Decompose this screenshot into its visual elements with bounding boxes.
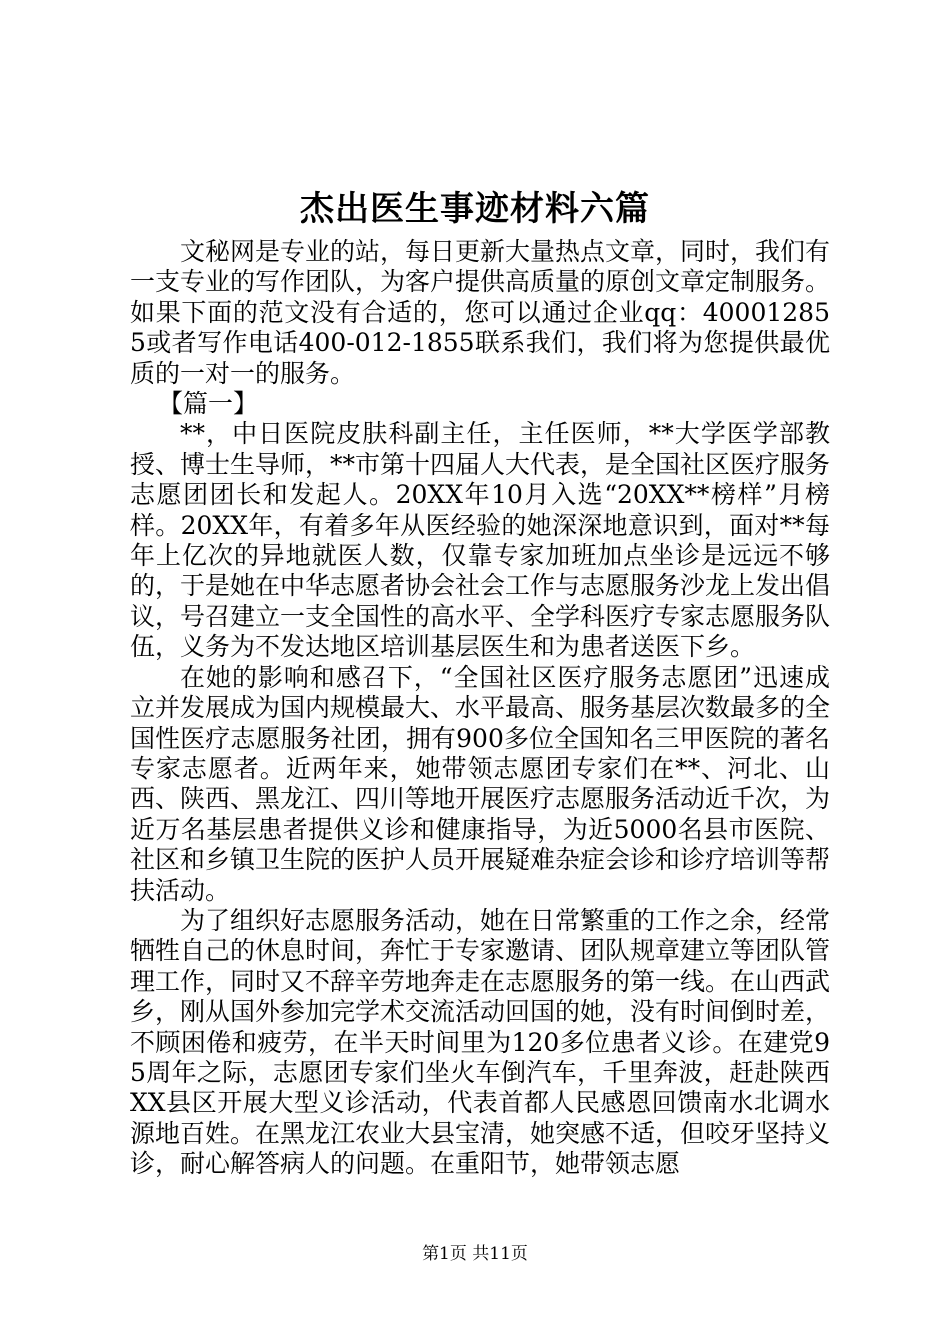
section-heading: 【篇一】 [158, 389, 259, 419]
body-paragraph-3: 为了组织好志愿服务活动，她在日常繁重的工作之余，经常牺牲自己的休息时间，奔忙于专家邀请、团队规章建立等团队管理工作，同时又不辞辛劳地奔走在志愿服务的第一线。在山西武乡，刚从国外参加完学术交流活动回国的她，没有时间倒时差，不顾困倦和疲劳，在半天时间里为120多位患者义诊。在建党95周年之际，志愿团专家们坐火车倒汽车，千里奔波，赶赴陕西XX县区开展大型义诊活动，代表首都人民感恩回馈南水北调水源地百姓。在黑龙江农业大县宝清，她突感不适，但咬牙坚持义诊，耐心解答病人的问题。在重阳节，她带领志愿 [130, 905, 831, 1179]
document-body [130, 237, 830, 1180]
document-title: 杰出医生事迹材料六篇 [300, 189, 650, 229]
intro-paragraph: 文秘网是专业的站，每日更新大量热点文章，同时，我们有一支专业的写作团队，为客户提供高质量的原创文章定制服务。如果下面的范文没有合适的，您可以通过企业qq：400012855或者写作电话400-012-1855联系我们，我们将为您提供最优质的一对一的服务。 [130, 237, 831, 388]
page-footer: 第1页 共11页 [422, 1244, 528, 1264]
body-paragraph-2: 在她的影响和感召下，“全国社区医疗服务志愿团”迅速成立并发展成为国内规模最大、水平最高、服务基层次数最多的全国性医疗志愿服务社团，拥有900多位全国知名三甲医院的著名专家志愿者。近两年来，她带领志愿团专家们在**、河北、山西、陕西、黑龙江、四川等地开展医疗志愿服务活动近千次，为近万名基层患者提供义诊和健康指导，为近5000名县市医院、社区和乡镇卫生院的医护人员开展疑难杂症会诊和诊疗培训等帮扶活动。 [130, 662, 831, 905]
body-paragraph-1: **，中日医院皮肤科副主任，主任医师，**大学医学部教授、博士生导师，**市第十四届人大代表，是全国社区医疗服务志愿团团长和发起人。20XX年10月入选“20XX**榜样”月榜样。20XX年，有着多年从医经验的她深深地意识到，面对**每年上亿次的异地就医人数，仅靠专家加班加点坐诊是远远不够的，于是她在中华志愿者协会社会工作与志愿服务沙龙上发出倡议，号召建立一支全国性的高水平、全学科医疗专家志愿服务队伍，义务为不发达地区培训基层医生和为患者送医下乡。 [130, 419, 831, 662]
